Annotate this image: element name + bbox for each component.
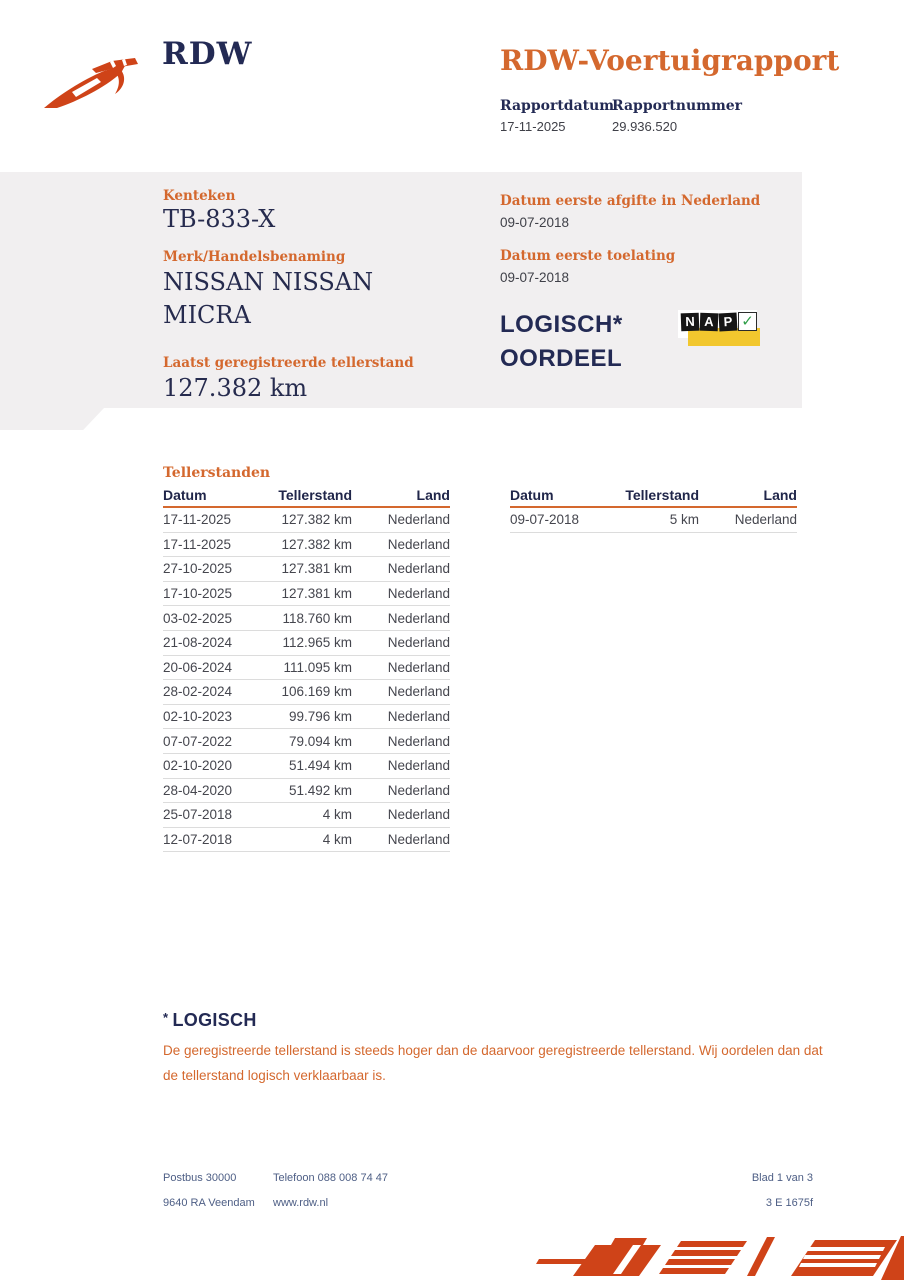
rdw-logo-text: RDW <box>162 36 253 72</box>
row-odometer: 4 km <box>322 832 352 848</box>
table-row <box>163 729 450 754</box>
table-row <box>510 508 797 533</box>
row-odometer: 79.094 km <box>288 733 352 749</box>
verdict-explanation-title <box>163 1010 257 1031</box>
footer-page-indicator: Blad 1 van 3 <box>751 1172 813 1184</box>
table-row <box>163 779 450 804</box>
merk-line2: MICRA <box>163 301 251 329</box>
panel-corner-decoration <box>0 408 104 430</box>
first-issue-label: Datum eerste afgifte in Nederland <box>500 193 761 209</box>
footer-phone: Telefoon 088 008 74 47 <box>273 1172 388 1184</box>
row-date: 02-10-2020 <box>163 758 233 774</box>
row-date: 09-07-2018 <box>510 512 580 528</box>
row-odometer: 112.965 km <box>282 635 352 651</box>
nap-logo <box>678 306 764 350</box>
table-header-row <box>510 486 797 508</box>
row-odometer: 127.382 km <box>281 512 352 528</box>
first-admission-label: Datum eerste toelating <box>500 248 676 264</box>
row-date: 12-07-2018 <box>163 832 233 848</box>
report-date-label: Rapportdatum <box>500 98 615 114</box>
odometer-section-title: Tellerstanden <box>163 465 271 481</box>
footer-address-line1: Postbus 30000 <box>163 1172 237 1184</box>
merk-line1: NISSAN NISSAN <box>163 268 374 296</box>
verdict-explanation-body: De geregistreerde tellerstand is steeds hoger dan de daarvoor geregistreerde tellerstand. Wij oordelen dan dat de tellerstand logisch verklaarbaar is. <box>163 1043 823 1083</box>
table-row <box>163 582 450 607</box>
footer-doc-code: 3 E 1675f <box>765 1197 813 1209</box>
row-date: 07-07-2022 <box>163 733 233 749</box>
footer-website: www.rdw.nl <box>273 1197 329 1209</box>
report-date-value: 17-11-2025 <box>500 119 566 134</box>
odometer-table-left <box>163 486 450 852</box>
row-country: Nederland <box>387 684 450 700</box>
row-odometer: 51.492 km <box>288 782 352 798</box>
row-odometer: 99.796 km <box>288 709 352 725</box>
table-row <box>163 680 450 705</box>
column-header-datum: Datum <box>510 487 554 503</box>
column-header-land: Land <box>763 487 797 503</box>
row-odometer: 5 km <box>669 512 699 528</box>
first-admission-value: 09-07-2018 <box>500 270 570 285</box>
row-country: Nederland <box>387 832 450 848</box>
row-odometer: 127.381 km <box>281 586 352 602</box>
row-date: 28-04-2020 <box>163 782 233 798</box>
report-number-value: 29.936.520 <box>612 119 678 134</box>
row-date: 17-11-2025 <box>163 536 232 552</box>
verdict-asterisk: * <box>163 1010 169 1025</box>
merk-value <box>163 266 373 332</box>
table-row <box>163 508 450 533</box>
row-country: Nederland <box>387 659 450 675</box>
kenteken-value: TB-833-X <box>163 205 276 233</box>
row-country: Nederland <box>387 782 450 798</box>
row-date: 03-02-2025 <box>163 610 233 626</box>
table-row <box>163 803 450 828</box>
odometer-label: Laatst geregistreerde tellerstand <box>163 355 414 371</box>
row-country: Nederland <box>387 512 450 528</box>
verdict-title-text: LOGISCH <box>172 1010 257 1030</box>
table-header-row <box>163 486 450 508</box>
table-row <box>163 828 450 853</box>
table-row <box>163 705 450 730</box>
row-country: Nederland <box>734 512 797 528</box>
row-odometer: 106.169 km <box>281 684 352 700</box>
table-row <box>163 606 450 631</box>
nap-letter-a: A <box>700 313 719 332</box>
table-row <box>163 557 450 582</box>
row-date: 02-10-2023 <box>163 709 233 725</box>
column-header-tellerstand: Tellerstand <box>625 487 699 503</box>
row-country: Nederland <box>387 733 450 749</box>
row-odometer: 111.095 km <box>283 659 352 675</box>
nap-letter-n: N <box>681 313 700 332</box>
verdict-badge <box>500 308 623 376</box>
rdw-wing-logo-icon <box>42 56 142 114</box>
odometer-table-right <box>510 486 797 533</box>
row-country: Nederland <box>387 635 450 651</box>
page-title: RDW-Voertuigrapport <box>500 44 840 77</box>
kenteken-label: Kenteken <box>163 188 236 204</box>
row-date: 17-11-2025 <box>163 512 232 528</box>
rdw-speed-stripes-decoration <box>515 1232 904 1280</box>
column-header-tellerstand: Tellerstand <box>278 487 352 503</box>
row-odometer: 118.760 km <box>282 610 352 626</box>
verdict-badge-line2: OORDEEL <box>500 345 623 372</box>
row-country: Nederland <box>387 610 450 626</box>
table-row <box>163 533 450 558</box>
row-country: Nederland <box>387 586 450 602</box>
row-date: 17-10-2025 <box>163 586 233 602</box>
row-date: 25-07-2018 <box>163 807 233 823</box>
row-country: Nederland <box>387 758 450 774</box>
row-country: Nederland <box>387 561 450 577</box>
table-row <box>163 754 450 779</box>
column-header-land: Land <box>416 487 450 503</box>
table-row <box>163 631 450 656</box>
row-odometer: 4 km <box>322 807 352 823</box>
row-odometer: 127.381 km <box>281 561 352 577</box>
row-country: Nederland <box>387 807 450 823</box>
row-date: 27-10-2025 <box>163 561 233 577</box>
row-date: 28-02-2024 <box>163 684 233 700</box>
table-row <box>163 656 450 681</box>
report-number-label: Rapportnummer <box>612 98 743 114</box>
table-body <box>163 508 450 852</box>
row-country: Nederland <box>387 536 450 552</box>
nap-checkmark-icon: ✓ <box>738 312 757 331</box>
row-odometer: 127.382 km <box>281 536 352 552</box>
first-issue-value: 09-07-2018 <box>500 215 570 230</box>
odometer-value: 127.382 km <box>163 374 308 402</box>
row-odometer: 51.494 km <box>288 758 352 774</box>
column-header-datum: Datum <box>163 487 207 503</box>
merk-label: Merk/Handelsbenaming <box>163 249 346 265</box>
row-date: 21-08-2024 <box>163 635 233 651</box>
verdict-badge-line1: LOGISCH* <box>500 311 623 338</box>
nap-letter-p: P <box>719 313 738 332</box>
row-country: Nederland <box>387 709 450 725</box>
row-date: 20-06-2024 <box>163 659 233 675</box>
table-body <box>510 508 797 533</box>
footer-address-line2: 9640 RA Veendam <box>163 1197 255 1209</box>
